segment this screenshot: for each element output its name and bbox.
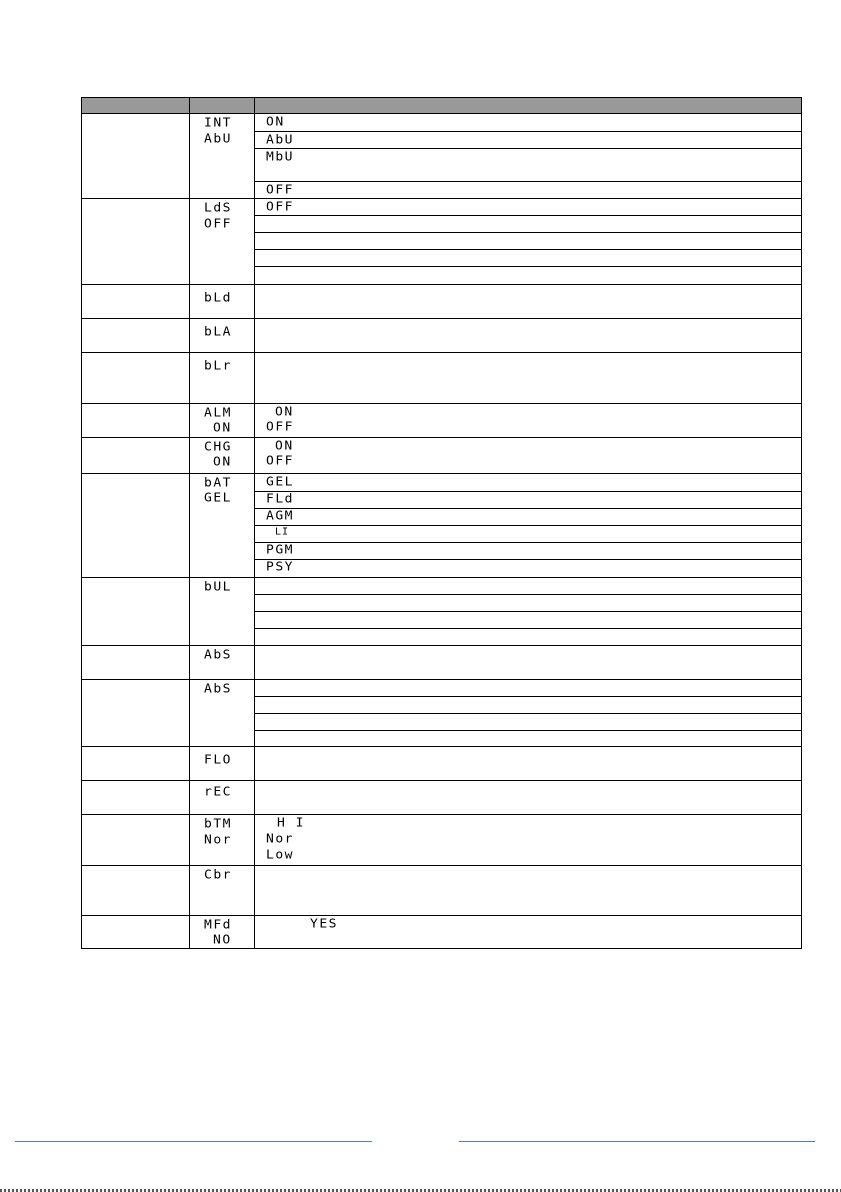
footer-line-right [459,1141,815,1142]
lcd-option: OFF [266,183,294,198]
lcd-option: AGM [266,509,294,524]
lcd-option: LI [275,527,290,538]
sub-row-divider [255,730,801,731]
row-divider [82,814,801,815]
row-divider [82,352,801,353]
row-divider [82,915,801,916]
row-divider [82,746,801,747]
lcd-value: GEL [204,491,232,506]
sub-row-divider [255,508,801,509]
lcd-code: LdS [204,201,232,216]
lcd-value: ON [213,421,232,436]
lcd-code: bAT [204,476,232,491]
row-divider [82,473,801,474]
lcd-code: AbS [204,648,232,663]
lcd-code: INT [204,116,232,131]
sub-row-divider [255,628,801,629]
lcd-option: OFF [266,420,294,435]
lcd-code: AbS [204,682,232,697]
sub-row-divider [255,181,801,182]
row-divider [82,198,801,199]
column-divider [189,98,190,948]
sub-row-divider [255,542,801,543]
row-divider [82,284,801,285]
lcd-value: Nor [204,833,232,848]
sub-row-divider [255,525,801,526]
lcd-option: Low [266,848,294,863]
lcd-option: AbU [266,133,294,148]
settings-table [81,97,802,949]
sub-row-divider [255,696,801,697]
lcd-option: ON [275,439,294,454]
row-divider [82,865,801,866]
lcd-option: PSY [266,560,294,575]
row-divider [82,645,801,646]
lcd-option: FLd [266,492,294,507]
sub-row-divider [255,148,801,149]
lcd-option: H I [277,816,305,831]
sub-row-divider [255,559,801,560]
row-divider [82,780,801,781]
lcd-value: ON [213,455,232,470]
lcd-option: YES [310,917,338,932]
lcd-code: CHG [204,440,232,455]
sub-row-divider [255,266,801,267]
lcd-code: bTM [204,817,232,832]
lcd-code: ALM [204,406,232,421]
sub-row-divider [255,232,801,233]
lcd-code: MFd [204,918,232,933]
row-divider [82,318,801,319]
lcd-option: OFF [266,200,294,215]
lcd-code: FLO [204,753,232,768]
lcd-option: PGM [266,543,294,558]
lcd-code: rEC [204,785,232,800]
lcd-value: AbU [204,132,232,147]
row-divider [82,679,801,680]
sub-row-divider [255,713,801,714]
lcd-code: bUL [204,580,232,595]
column-divider [254,98,255,948]
sub-row-divider [255,215,801,216]
lcd-value: NO [213,933,232,948]
lcd-option: ON [266,115,285,130]
lcd-option: OFF [266,454,294,469]
lcd-code: bLd [204,291,232,306]
lcd-option: MbU [266,150,294,165]
row-divider [82,577,801,578]
sub-row-divider [255,249,801,250]
lcd-option: GEL [266,475,294,490]
lcd-code: bLA [204,325,232,340]
sub-row-divider [255,131,801,132]
lcd-option: ON [275,405,294,420]
sub-row-divider [255,594,801,595]
lcd-value: OFF [204,217,232,232]
lcd-code: bLr [204,359,232,374]
sub-row-divider [255,491,801,492]
row-divider [82,437,801,438]
lcd-code: Cbr [204,868,232,883]
sub-row-divider [255,611,801,612]
row-divider [82,403,801,404]
lcd-option: Nor [266,832,294,847]
footer-line-left [15,1141,372,1142]
